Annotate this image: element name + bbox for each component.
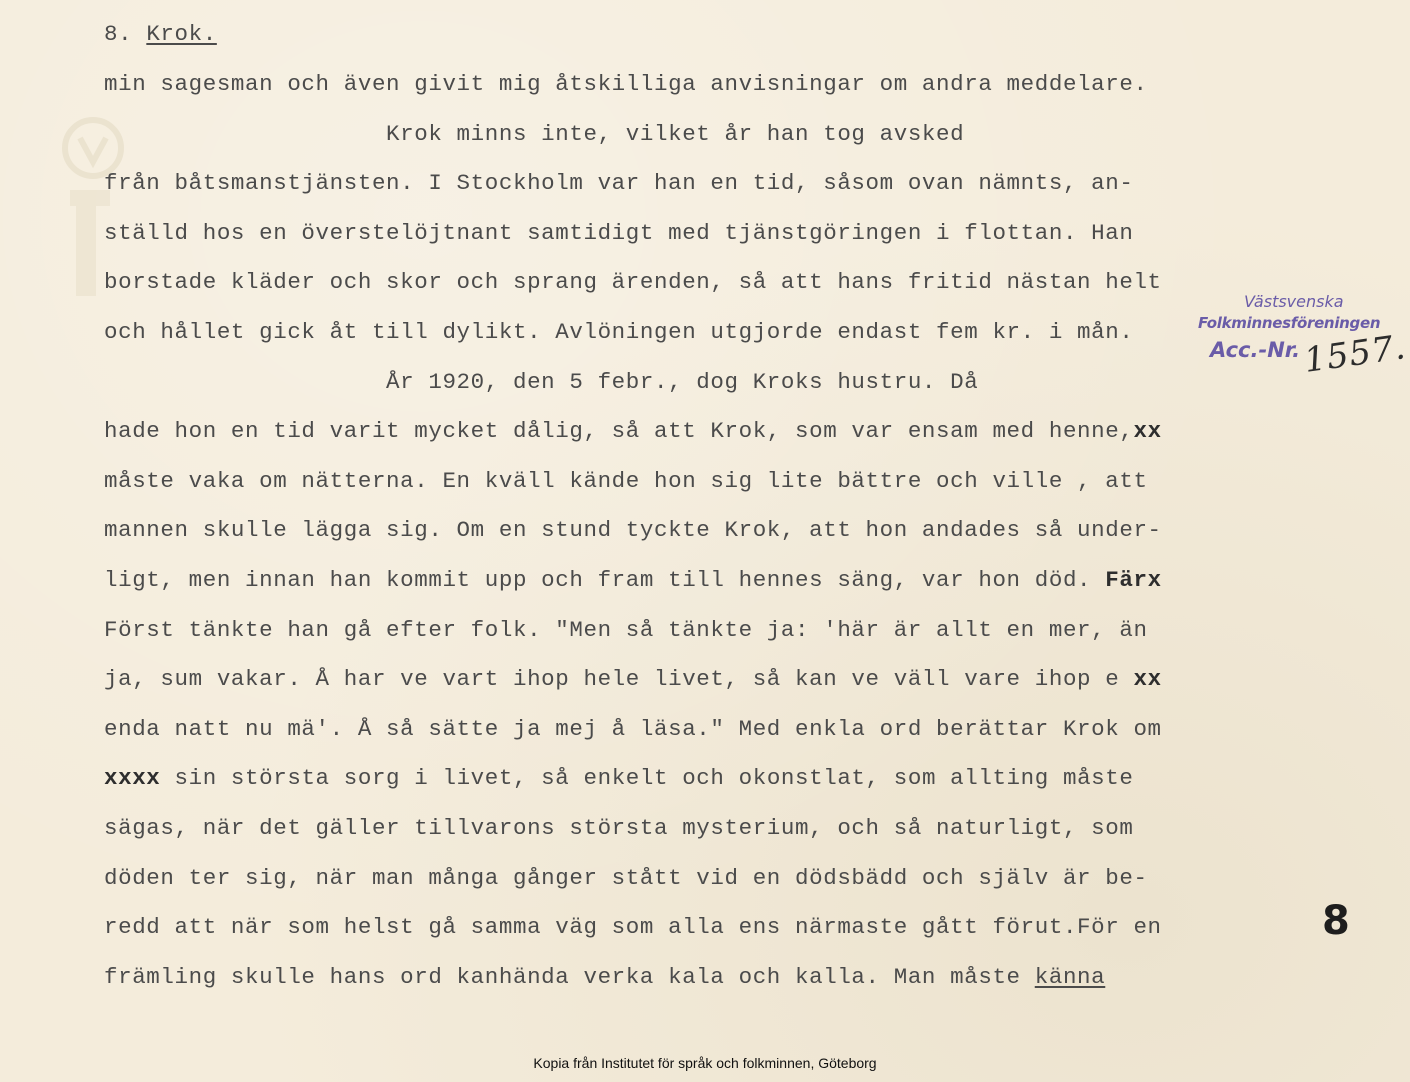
text-line <box>104 70 1148 98</box>
text-line <box>104 715 1162 743</box>
stamp-line-2: Folkminnesföreningen <box>1198 314 1381 332</box>
accession-number: 1557. <box>1301 327 1409 381</box>
text-line <box>104 318 1133 346</box>
text-line <box>104 566 1162 594</box>
line-text: ställd hos en överstelöjtnant samtidigt med tjänstgöringen i flottan. Han <box>104 219 1134 246</box>
line-text: ligt, men innan han kommit upp och fram till hennes säng, var hon död. <box>104 567 1106 593</box>
page-prefix: 8. <box>104 21 133 47</box>
text-line <box>104 516 1162 544</box>
text-line <box>104 616 1148 644</box>
stamp-line-3: Acc.-Nr. <box>1210 338 1301 362</box>
text-line <box>104 467 1148 495</box>
line-text: År 1920, den 5 febr., dog Kroks hustru. Då <box>104 368 979 395</box>
line-text: döden ter sig, när man många gånger stått vid en dödsbädd och själv är be- <box>104 864 1148 891</box>
line-text: sin största sorg i livet, så enkelt och okonstlat, som allting måste <box>160 765 1134 792</box>
page-title: Krok. <box>146 21 217 47</box>
line-text: sägas, när det gäller tillvarons största mysterium, och så naturligt, som <box>104 815 1134 841</box>
text-line <box>104 417 1162 445</box>
struck-out-text: xxxx <box>104 765 161 792</box>
page-header <box>104 20 217 48</box>
line-text: ja, sum vakar. Å har ve vart ihop hele livet, så kan ve väll vare ihop e <box>104 666 1134 693</box>
struck-out-text: xx <box>1133 418 1162 445</box>
line-text: min sagesman och även givit mig åtskilliga anvisningar om andra meddelare. <box>104 71 1148 97</box>
text-line <box>104 219 1133 247</box>
text-line <box>104 169 1133 197</box>
text-line <box>104 814 1133 842</box>
line-text: främling skulle hans ord kanhända verka kala och kalla. Man måste <box>104 963 1035 990</box>
line-text: enda natt nu mä'. Å så sätte ja mej å läsa." Med enkla ord berättar Krok om <box>104 715 1162 742</box>
line-text: redd att när som helst gå samma väg som alla ens närmaste gått förut.För en <box>104 914 1162 941</box>
text-line <box>104 368 978 396</box>
line-text: hade hon en tid varit mycket dålig, så att Krok, som var ensam med henne, <box>104 418 1134 445</box>
page-number-marker: 8 <box>1322 898 1350 944</box>
text-line <box>104 913 1162 941</box>
line-text: och hållet gick åt till dylikt. Avlöningen utgjorde endast fem kr. i mån. <box>104 319 1134 345</box>
text-line <box>104 665 1162 693</box>
line-text: Krok minns inte, vilket år han tog avsked <box>104 120 965 147</box>
line-text: måste vaka om nätterna. En kväll kände hon sig lite bättre och ville , att <box>104 467 1148 494</box>
text-line <box>104 268 1162 296</box>
line-text: från båtsmanstjänsten. I Stockholm var han en tid, såsom ovan nämnts, an- <box>104 170 1134 197</box>
struck-out-text: xx <box>1133 666 1162 693</box>
copyright-footer: Kopia från Institutet för språk och folkminnen, Göteborg <box>533 1055 877 1071</box>
text-line <box>104 864 1148 892</box>
line-text: Först tänkte han gå efter folk. "Men så tänkte ja: 'här är allt en mer, än <box>104 616 1148 643</box>
struck-out-text: Färx <box>1105 567 1162 593</box>
stamp-line-1: Västsvenska <box>1244 292 1344 311</box>
line-text: borstade kläder och skor och sprang ärenden, så att hans fritid nästan helt <box>104 269 1162 296</box>
underlined-word: känna <box>1034 963 1106 990</box>
text-line <box>104 764 1133 792</box>
line-text: mannen skulle lägga sig. Om en stund tyckte Krok, att hon andades så under- <box>104 517 1162 544</box>
text-line <box>104 120 964 148</box>
text-line <box>104 963 1105 991</box>
